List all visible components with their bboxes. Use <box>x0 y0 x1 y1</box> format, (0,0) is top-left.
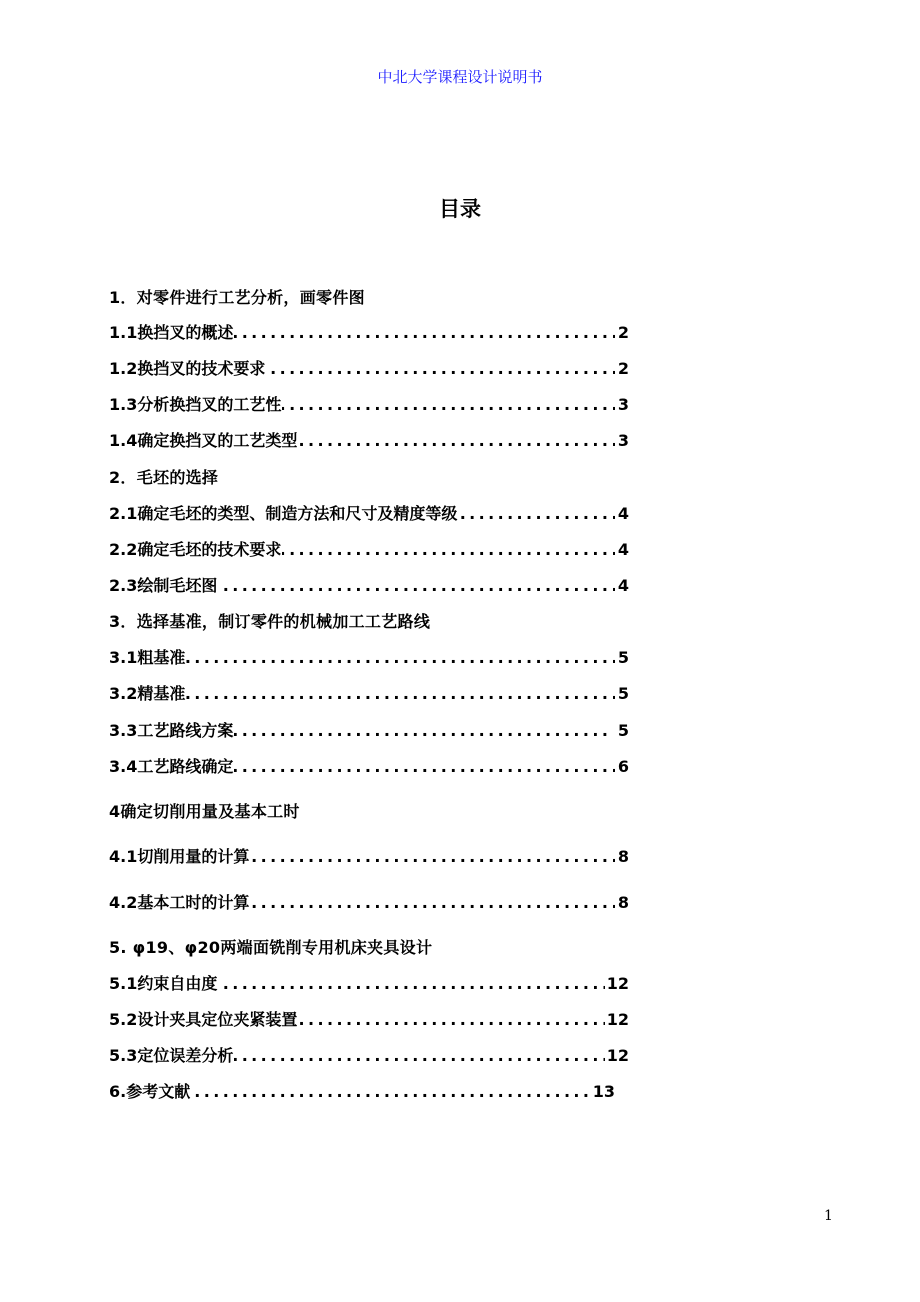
toc-entry[interactable] <box>109 575 629 597</box>
toc-entry-label: 3.1粗基准 <box>109 648 186 667</box>
toc-entry-page: 12 <box>606 974 629 993</box>
toc-title: 目录 <box>439 197 481 221</box>
toc-entry-page: 8 <box>617 847 629 866</box>
toc-entry-label: 1．对零件进行工艺分析，画零件图 <box>109 288 365 307</box>
toc-entry-label: 1.4确定换挡叉的工艺类型 <box>109 431 298 450</box>
toc-entry[interactable] <box>109 539 629 561</box>
header-rule <box>108 94 812 95</box>
toc-entry-label: 3.3工艺路线方案 <box>109 721 234 740</box>
toc-entry-page: 12 <box>606 1010 629 1029</box>
toc-entry[interactable] <box>109 287 629 309</box>
toc-entry-page: 2 <box>617 359 629 378</box>
toc-entry[interactable] <box>109 846 629 868</box>
toc-entry[interactable] <box>109 430 629 452</box>
toc-entry-label: 5.3定位误差分析 <box>109 1046 234 1065</box>
toc-entry[interactable] <box>109 394 629 416</box>
toc-entry[interactable] <box>109 937 629 959</box>
toc-entry[interactable] <box>109 1009 629 1031</box>
toc-entry[interactable] <box>109 892 629 914</box>
toc-entry-label: 4.2基本工时的计算 <box>109 893 250 912</box>
toc-entry[interactable] <box>109 322 629 344</box>
toc-entry-page: 3 <box>617 431 629 450</box>
toc-entry-page: 4 <box>617 576 629 595</box>
toc-entry-label: 4确定切削用量及基本工时 <box>109 802 300 821</box>
toc-entry-label: 2.1确定毛坯的类型、制造方法和尺寸及精度等级 <box>109 504 458 523</box>
page-number: 1 <box>824 1208 833 1224</box>
toc-entry-label: 1.3分析换挡叉的工艺性 <box>109 395 282 414</box>
toc-entry-label: 5. φ19、φ20两端面铣削专用机床夹具设计 <box>109 938 433 957</box>
toc-entry-label: 2.2确定毛坯的技术要求 <box>109 540 282 559</box>
toc-entry-label: 5.2设计夹具定位夹紧装置 <box>109 1010 298 1029</box>
toc-entry-label: 3．选择基准，制订零件的机械加工工艺路线 <box>109 612 431 631</box>
toc-entry-page: 8 <box>617 893 629 912</box>
toc-entry-page: 6 <box>617 757 629 776</box>
toc-entry-label: 1.1换挡叉的概述 <box>109 323 234 342</box>
toc-entry[interactable] <box>109 1045 629 1067</box>
toc-entry[interactable] <box>109 611 629 633</box>
toc-entry-label: 1.2换挡叉的技术要求 <box>109 359 266 378</box>
toc-entry-label: 3.4工艺路线确定 <box>109 757 234 776</box>
toc-entry-label: 6.参考文献 <box>109 1082 191 1101</box>
toc-entry-page: 5 <box>617 648 629 667</box>
toc-entry-label: 2．毛坯的选择 <box>109 468 219 487</box>
toc-entry-page: 2 <box>617 323 629 342</box>
toc-entry[interactable] <box>109 467 629 489</box>
toc-entry-page: 4 <box>617 504 629 523</box>
toc-entry[interactable] <box>109 647 629 669</box>
toc-entry[interactable] <box>109 973 629 995</box>
toc-entry-page: 3 <box>617 395 629 414</box>
toc-entry-label: 5.1约束自由度 <box>109 974 218 993</box>
toc-entry-page: 13 <box>592 1082 615 1101</box>
toc-entry-page: 5 <box>617 721 629 740</box>
toc-entry-label: 4.1切削用量的计算 <box>109 847 250 866</box>
toc-entry-page: 4 <box>617 540 629 559</box>
toc-entry-label: 3.2精基准 <box>109 684 186 703</box>
toc-entry[interactable] <box>109 801 629 823</box>
toc-entry-label: 2.3绘制毛坯图 <box>109 576 218 595</box>
toc-entry-page: 5 <box>617 684 629 703</box>
toc-entry[interactable] <box>109 756 629 778</box>
toc-entry[interactable] <box>109 358 629 380</box>
toc-entry[interactable] <box>109 683 629 705</box>
toc-entry-page: 12 <box>606 1046 629 1065</box>
toc-entry[interactable] <box>109 503 629 525</box>
running-header: 中北大学课程设计说明书 <box>377 68 543 86</box>
toc-entry[interactable] <box>109 720 629 742</box>
toc-entry[interactable] <box>109 1081 615 1103</box>
